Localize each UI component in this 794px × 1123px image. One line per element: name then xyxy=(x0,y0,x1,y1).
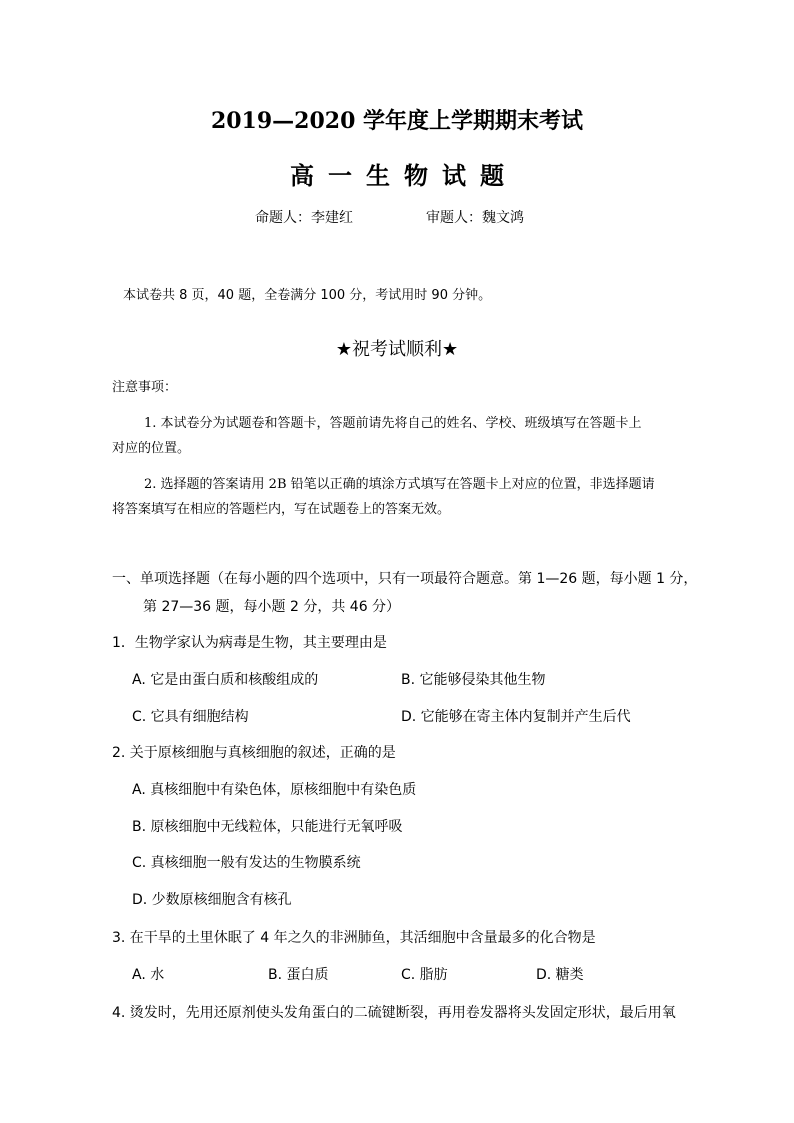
question-2-option-a: A. 真核细胞中有染色体，原核细胞中有染色质 xyxy=(132,782,417,798)
question-4-stem: 4. 烫发时，先用还原剂使头发角蛋白的二硫键断裂，再用卷发器将头发固定形状，最后用氧 xyxy=(112,1005,676,1021)
question-1-option-a: A. 它是由蛋白质和核酸组成的 xyxy=(132,672,319,688)
question-1-option-c: C. 它具有细胞结构 xyxy=(132,709,249,725)
question-2-option-c: C. 真核细胞一般有发达的生物膜系统 xyxy=(132,855,361,871)
question-3-option-c: C. 脂肪 xyxy=(401,967,448,983)
question-2-option-d: D. 少数原核细胞含有核孔 xyxy=(132,892,292,908)
question-3-option-b: B. 蛋白质 xyxy=(268,967,329,983)
question-2-option-b: B. 原核细胞中无线粒体，只能进行无氧呼吸 xyxy=(132,819,403,835)
question-3-stem: 3. 在干旱的土里休眠了 4 年之久的非洲肺鱼，其活细胞中含量最多的化合物是 xyxy=(112,930,596,946)
section-heading-line-1: 一、单项选择题（在每小题的四个选项中，只有一项最符合题意。第 1—26 题，每小题 1 分， xyxy=(112,571,698,587)
blessing-text: ★祝考试顺利★ xyxy=(335,339,459,360)
question-1-option-b: B. 它能够侵染其他生物 xyxy=(401,672,546,688)
question-2-stem: 2. 关于原核细胞与真核细胞的叙述，正确的是 xyxy=(112,745,396,761)
note-item-2-line-2: 将答案填写在相应的答题栏内，写在试题卷上的答案无效。 xyxy=(112,502,451,517)
notes-heading: 注意事项： xyxy=(112,380,178,395)
question-3-option-a: A. 水 xyxy=(132,967,165,983)
section-heading-line-2: 第 27—36 题，每小题 2 分，共 46 分） xyxy=(143,599,401,615)
exam-info: 本试卷共 8 页，40 题，全卷满分 100 分，考试用时 90 分钟。 xyxy=(123,288,492,303)
subject-title: 高一生物试题 xyxy=(290,161,518,190)
setter-label: 命题人：李建红 xyxy=(255,210,353,226)
note-item-1-line-1: 1. 本试卷分为试题卷和答题卡，答题前请先将自己的姓名、学校、班级填写在答题卡上 xyxy=(144,416,642,431)
note-item-1-line-2: 对应的位置。 xyxy=(112,441,191,456)
note-item-2-line-1: 2. 选择题的答案请用 2B 铅笔以正确的填涂方式填写在答题卡上对应的位置，非选择题请 xyxy=(144,477,655,492)
reviewer-label: 审题人：魏文鸿 xyxy=(426,210,524,226)
question-3-option-d: D. 糖类 xyxy=(536,967,584,983)
question-1-option-d: D. 它能够在寄主体内复制并产生后代 xyxy=(401,709,631,725)
exam-title: 2019—2020 学年度上学期期末考试 xyxy=(210,108,584,134)
question-1-stem: 1．生物学家认为病毒是生物，其主要理由是 xyxy=(112,635,387,651)
